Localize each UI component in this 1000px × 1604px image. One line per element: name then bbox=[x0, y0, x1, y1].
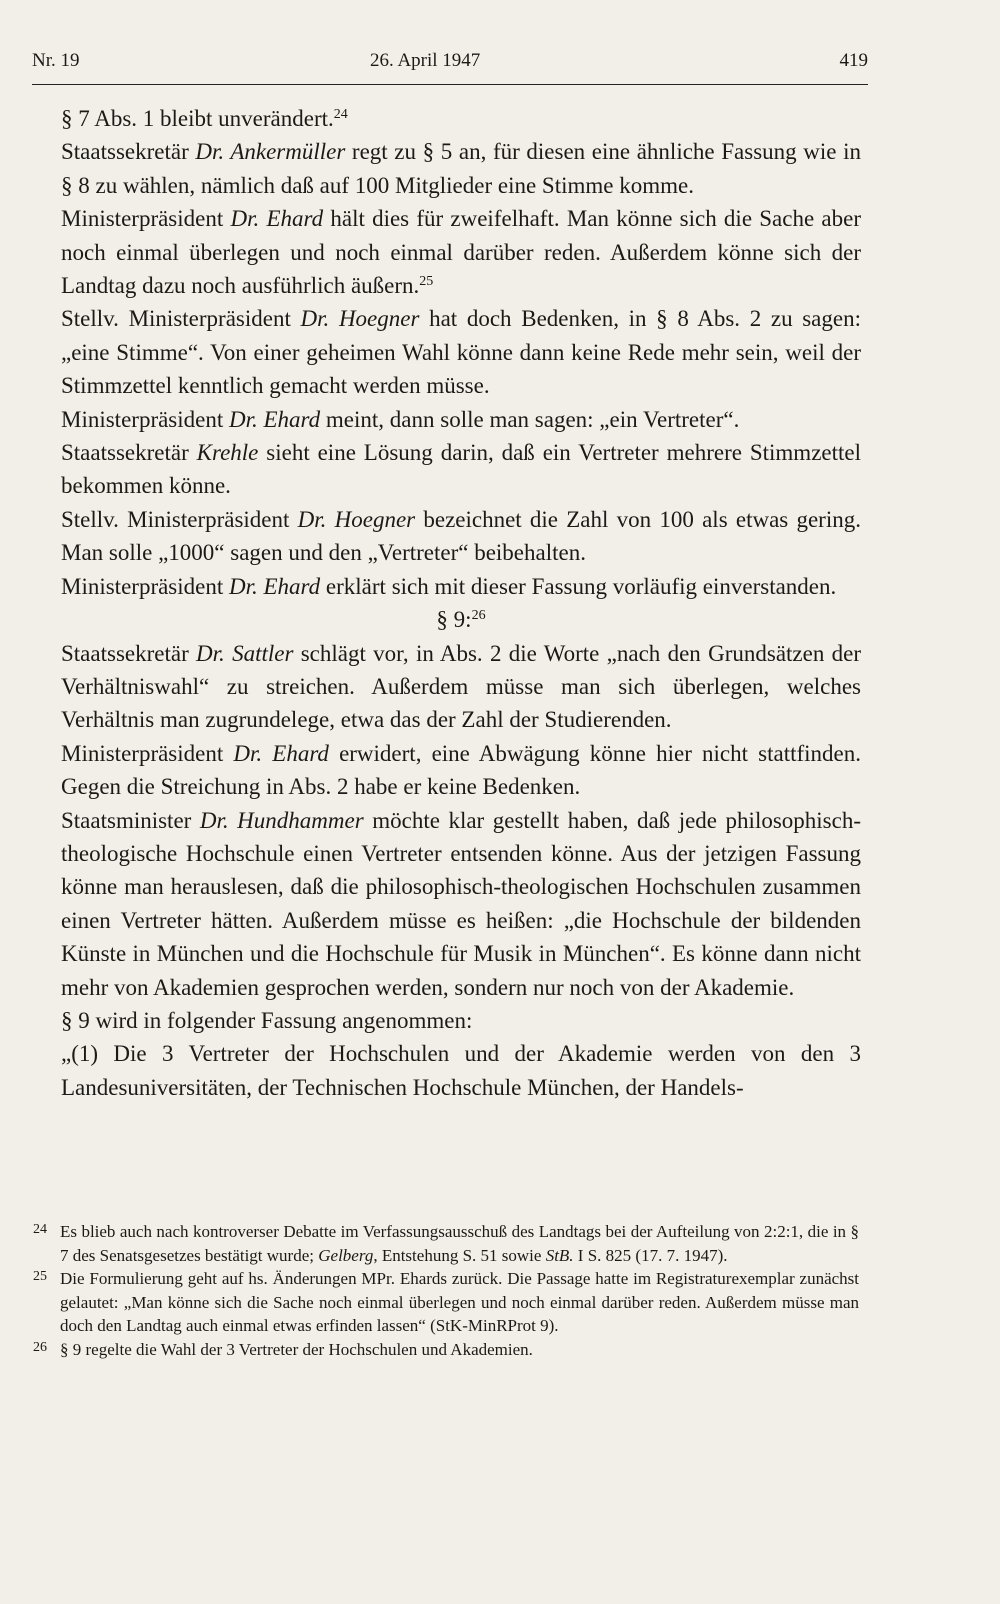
speaker-name: Dr. Ehard bbox=[229, 406, 321, 432]
speaker-name: Dr. Sattler bbox=[196, 640, 294, 666]
page-header bbox=[32, 44, 868, 85]
paragraph: Staatssekretär Dr. Sattler schlägt vor, in Abs. 2 die Worte „nach den Grundsätzen der Verhältniswahl“ zu streichen. Außerdem müsse man sich überlegen, welches Verhältnis man zugrundelege, etwa das der Zahl der Studierenden. bbox=[61, 640, 861, 733]
paragraph: Stellv. Ministerpräsident Dr. Hoegner hat doch Bedenken, in § 8 Abs. 2 zu sagen: „eine Stimme“. Von einer geheimen Wahl könne dann keine Rede mehr sein, weil der Stimmzettel kenntlich gemacht werden müsse. bbox=[61, 306, 861, 399]
footnotes bbox=[33, 1220, 859, 1361]
paragraph: § 7 Abs. 1 bleibt unverändert.$^{24}$ bbox=[61, 106, 348, 131]
speaker-name: Dr. Ankermüller bbox=[195, 139, 346, 165]
footnote-ref: 25 bbox=[419, 274, 434, 290]
footnote: 25 Die Formulierung geht auf hs. Änderungen MPr. Ehards zurück. Die Passage hatte im Registraturexemplar zunächst gelautet: „Man könne sich die Sache noch einmal überlegen und noch einmal darüber reden. Außerdem müsse man doch den Landtag auch einmal etwas erfinden lassen“ (StK-MinRProt 9). bbox=[33, 1267, 859, 1338]
session-date: 26. April 1947 bbox=[370, 50, 481, 71]
paragraph: Staatsminister Dr. Hundhammer möchte klar gestellt haben, daß jede philosophisch-theologische Hochschule einen Vertreter entsenden könne. Aus der jetzigen Fassung könne man herauslesen, daß die philosophisch-theologischen Hochschulen zusammen einen Vertreter hätten. Außerdem müsse es heißen: „die Hochschule der bildenden Künste in München und die Hochschule für Musik in München“. Es könne dann nicht mehr von Akademien gesprochen werden, sondern nur noch von der Akademie. bbox=[61, 807, 861, 1000]
speaker-name: Dr. Hoegner bbox=[297, 506, 416, 532]
speaker-name: Dr. Hundhammer bbox=[199, 807, 364, 833]
speaker-name: Krehle bbox=[196, 440, 259, 466]
quoted-text: „(1) Die 3 Vertreter der Hochschulen und der Akademie werden von den 3 Landesuniversitäten, der Technischen Hochschule München, der Handels- bbox=[61, 1041, 861, 1100]
page-number: 419 bbox=[839, 50, 868, 71]
speaker-name: Dr. Ehard bbox=[233, 740, 329, 766]
paragraph: Stellv. Ministerpräsident Dr. Hoegner bezeichnet die Zahl von 100 als etwas gering. Man solle „1000“ sagen und den „Vertreter“ beibehalten. bbox=[61, 506, 861, 566]
paragraph: Ministerpräsident Dr. Ehard hält dies für zweifelhaft. Man könne sich die Sache aber noch einmal überlegen und noch einmal darüber reden. Außerdem könne sich der Landtag dazu noch ausführlich äußern.$^{25}$ bbox=[61, 206, 861, 299]
speaker-name: Dr. Ehard bbox=[229, 573, 321, 599]
body-text bbox=[61, 102, 861, 1104]
paragraph: Staatssekretär Dr. Ankermüller regt zu § 5 an, für diesen eine ähnliche Fassung wie in § 8 zu wählen, nämlich daß auf 100 Mitglieder eine Stimme komme. bbox=[61, 139, 861, 198]
paragraph: Ministerpräsident Dr. Ehard erklärt sich mit dieser Fassung vorläufig einverstanden. bbox=[61, 573, 837, 599]
issue-number: Nr. 19 bbox=[32, 50, 80, 71]
footnote-number: 26 bbox=[33, 1339, 47, 1355]
paragraph: Staatssekretär Krehle sieht eine Lösung darin, daß ein Vertreter mehrere Stimmzettel bekommen könne. bbox=[61, 440, 861, 499]
footnote-ref: 26 bbox=[471, 608, 486, 624]
speaker-name: Dr. Hoegner bbox=[300, 306, 420, 332]
footnote-number: 25 bbox=[33, 1269, 47, 1284]
paragraph: § 9 wird in folgender Fassung angenommen: bbox=[61, 1007, 473, 1033]
paragraph: Ministerpräsident Dr. Ehard meint, dann solle man sagen: „ein Vertreter“. bbox=[61, 406, 740, 432]
footnote-number: 24 bbox=[33, 1222, 47, 1237]
paragraph: Ministerpräsident Dr. Ehard erwidert, eine Abwägung könne hier nicht stattfinden. Gegen die Streichung in Abs. 2 habe er keine Bedenken. bbox=[61, 740, 861, 800]
footnote-ref: 24 bbox=[333, 107, 348, 122]
footnote: 24 Es blieb auch nach kontroverser Debatte im Verfassungsausschuß des Landtags bei der Aufteilung von 2:2:1, die in § 7 des Senatsgesetzes bestätigt wurde; Gelberg, Entstehung S. 51 sowie StB. I S. 825 (17. 7. 1947). bbox=[33, 1220, 859, 1267]
section-heading: § 9:$^{26}$ bbox=[436, 607, 486, 633]
footnote: 26 § 9 regelte die Wahl der 3 Vertreter der Hochschulen und Akademien. bbox=[33, 1338, 859, 1362]
speaker-name: Dr. Ehard bbox=[230, 206, 324, 232]
